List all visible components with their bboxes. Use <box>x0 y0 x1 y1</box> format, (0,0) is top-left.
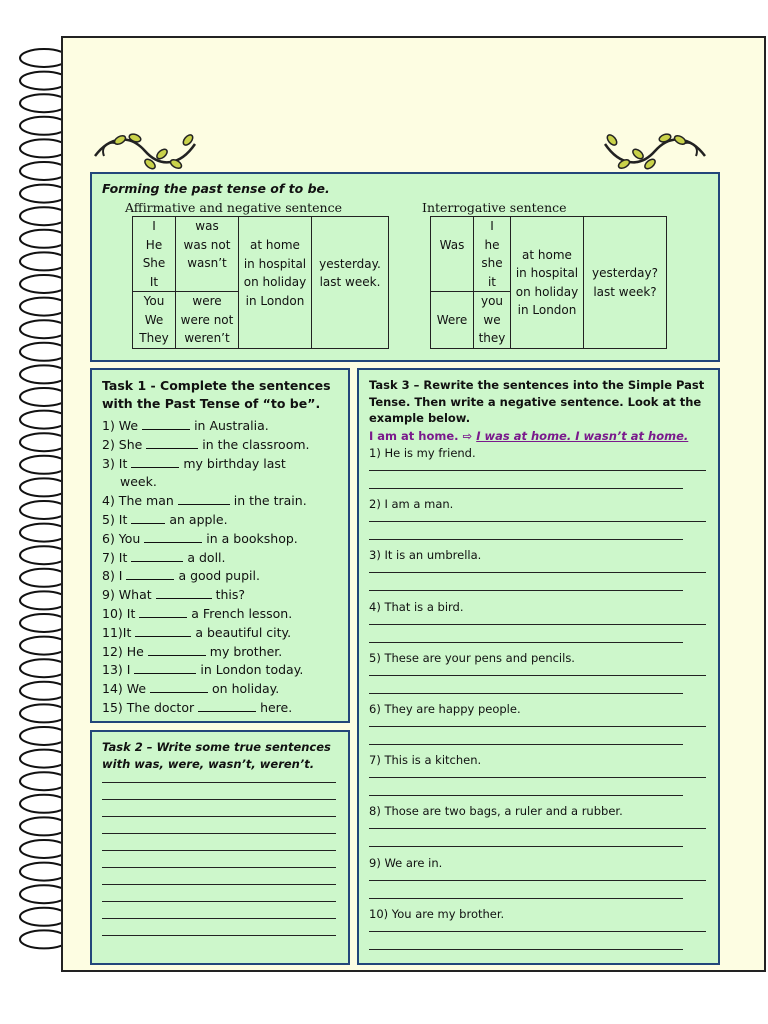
vine-ornament-left <box>90 126 200 178</box>
task1-item: week. <box>120 474 157 490</box>
answer-line[interactable] <box>369 624 706 625</box>
writing-line[interactable] <box>102 850 336 851</box>
writing-line[interactable] <box>102 867 336 868</box>
answer-line[interactable] <box>369 931 706 932</box>
task1-item: 13) I in London today. <box>102 662 304 678</box>
verb-were-forms: were were not weren’t <box>176 292 239 349</box>
int-place-phrases: at home in hospital on holiday in London <box>511 217 584 349</box>
task3-sentence: 10) You are my brother. <box>369 906 505 921</box>
task3-title-line3: example below. <box>369 411 471 425</box>
answer-blank[interactable] <box>142 417 190 430</box>
task1-item: 14) We on holiday. <box>102 681 280 697</box>
task1-item: 1) We in Australia. <box>102 418 269 433</box>
example-answer: I was at home. I wasn’t at home. <box>476 429 689 443</box>
answer-line[interactable] <box>369 642 683 643</box>
answer-line[interactable] <box>369 572 706 573</box>
answer-blank[interactable] <box>156 586 212 599</box>
answer-blank[interactable] <box>131 511 165 524</box>
task1-item: 8) I a good pupil. <box>102 568 260 584</box>
task2-title-line2: with was, were, wasn’t, weren’t. <box>102 757 315 771</box>
answer-line[interactable] <box>369 675 706 676</box>
task3-example <box>369 429 688 443</box>
writing-line[interactable] <box>102 799 336 800</box>
task3-title-line2: Tense. Then write a negative sentence. Look at the <box>369 394 702 409</box>
task3-sentence: 8) Those are two bags, a ruler and a rubber. <box>369 804 623 819</box>
writing-line[interactable] <box>102 782 336 783</box>
answer-line[interactable] <box>369 521 706 522</box>
answer-line[interactable] <box>369 828 706 829</box>
answer-blank[interactable] <box>135 624 191 637</box>
task1-item: 10) It a French lesson. <box>102 606 293 621</box>
writing-line[interactable] <box>102 901 336 902</box>
task1-title-line2: with the Past Tense of “to be”. <box>102 395 321 411</box>
answer-blank[interactable] <box>131 455 179 468</box>
task1-item: 6) You in a bookshop. <box>102 530 298 546</box>
writing-line[interactable] <box>102 884 336 885</box>
task3-sentence: 9) We are in. <box>369 855 443 870</box>
answer-blank[interactable] <box>144 530 202 543</box>
interrogative-caption: Interrogative sentence <box>422 200 567 215</box>
task3-sentence: 7) This is a kitchen. <box>369 753 482 768</box>
task1-item: 3) It my birthday last <box>102 455 286 471</box>
task1-item: 9) What this? <box>102 587 246 603</box>
task1-item: 15) The doctor here. <box>102 700 293 715</box>
example-prompt: I am at home. <box>369 429 459 443</box>
interrogative-table <box>430 216 667 349</box>
task3-sentence: 4) That is a bird. <box>369 599 464 614</box>
int-time-phrases: yesterday? last week? <box>584 217 667 349</box>
verb-was-forms: was was not wasn’t <box>176 217 239 292</box>
arrow-icon: ⇨ <box>462 429 473 443</box>
answer-blank[interactable] <box>198 699 256 712</box>
task3-sentence: 1) He is my friend. <box>369 446 476 460</box>
answer-line[interactable] <box>369 898 683 899</box>
task2-title-line1: Task 2 – Write some true sentences <box>102 740 331 754</box>
answer-line[interactable] <box>369 744 683 745</box>
grammar-title: Forming the past tense of to be <box>102 181 326 196</box>
task1-item: 2) She in the classroom. <box>102 436 310 452</box>
answer-line[interactable] <box>369 470 706 471</box>
answer-line[interactable] <box>369 880 706 881</box>
task1-item: 4) The man in the train. <box>102 493 307 509</box>
answer-blank[interactable] <box>148 643 206 656</box>
task1-item: 11)It a beautiful city. <box>102 624 292 640</box>
task3-sentence: 2) I am a man. <box>369 497 454 512</box>
task3-sentence: 3) It is an umbrella. <box>369 548 482 563</box>
writing-line[interactable] <box>102 935 336 936</box>
answer-blank[interactable] <box>178 492 230 505</box>
time-phrases: yesterday. last week. <box>312 217 389 349</box>
answer-line[interactable] <box>369 795 683 796</box>
task3-sentence: 5) These are your pens and pencils. <box>369 650 575 665</box>
answer-blank[interactable] <box>134 661 196 674</box>
task1-item: 5) It an apple. <box>102 512 228 527</box>
answer-blank[interactable] <box>139 605 187 618</box>
place-phrases: at home in hospital on holiday in London <box>239 217 312 349</box>
answer-blank[interactable] <box>146 436 198 449</box>
int-verb-was: Was <box>431 217 474 292</box>
task1-title-line1: Task 1 - Complete the sentences <box>102 378 331 393</box>
int-verb-were: Were <box>431 292 474 349</box>
int-pronouns-singular: I he she it <box>474 217 511 292</box>
answer-line[interactable] <box>369 539 683 540</box>
task1-item: 12) He my brother. <box>102 643 283 659</box>
answer-line[interactable] <box>369 777 706 778</box>
answer-line[interactable] <box>369 726 706 727</box>
answer-line[interactable] <box>369 590 683 591</box>
affirmative-table <box>132 216 389 349</box>
task3-title-line1: Task 3 – Rewrite the sentences into the Simple Past <box>369 378 705 392</box>
writing-line[interactable] <box>102 833 336 834</box>
grammar-box: Forming the past tense of to be. Affirmative and negative sentence Interrogative sentence I He She It was was not wasn’t at home in hospital on holiday in London yesterday. last week. You We They were were not weren’t Was I he she it at home in hospital on holiday in London yesterday? last week? Were you we they <box>90 172 720 362</box>
pronouns-plural: You We They <box>133 292 176 349</box>
task3-sentence: 6) They are happy people. <box>369 702 521 716</box>
task1-item: 7) It a doll. <box>102 549 226 565</box>
answer-blank[interactable] <box>150 680 208 693</box>
answer-blank[interactable] <box>131 549 183 562</box>
affirmative-caption: Affirmative and negative sentence <box>125 200 342 215</box>
answer-line[interactable] <box>369 693 683 694</box>
answer-line[interactable] <box>369 846 683 847</box>
answer-line[interactable] <box>369 949 683 950</box>
int-pronouns-plural: you we they <box>474 292 511 349</box>
task1-box <box>90 368 350 723</box>
task2-box <box>90 730 350 965</box>
writing-line[interactable] <box>102 918 336 919</box>
task3-box <box>357 368 720 965</box>
vine-ornament-right <box>600 126 710 178</box>
writing-line[interactable] <box>102 816 336 817</box>
answer-line[interactable] <box>369 488 683 489</box>
pronouns-singular: I He She It <box>133 217 176 292</box>
answer-blank[interactable] <box>126 567 174 580</box>
